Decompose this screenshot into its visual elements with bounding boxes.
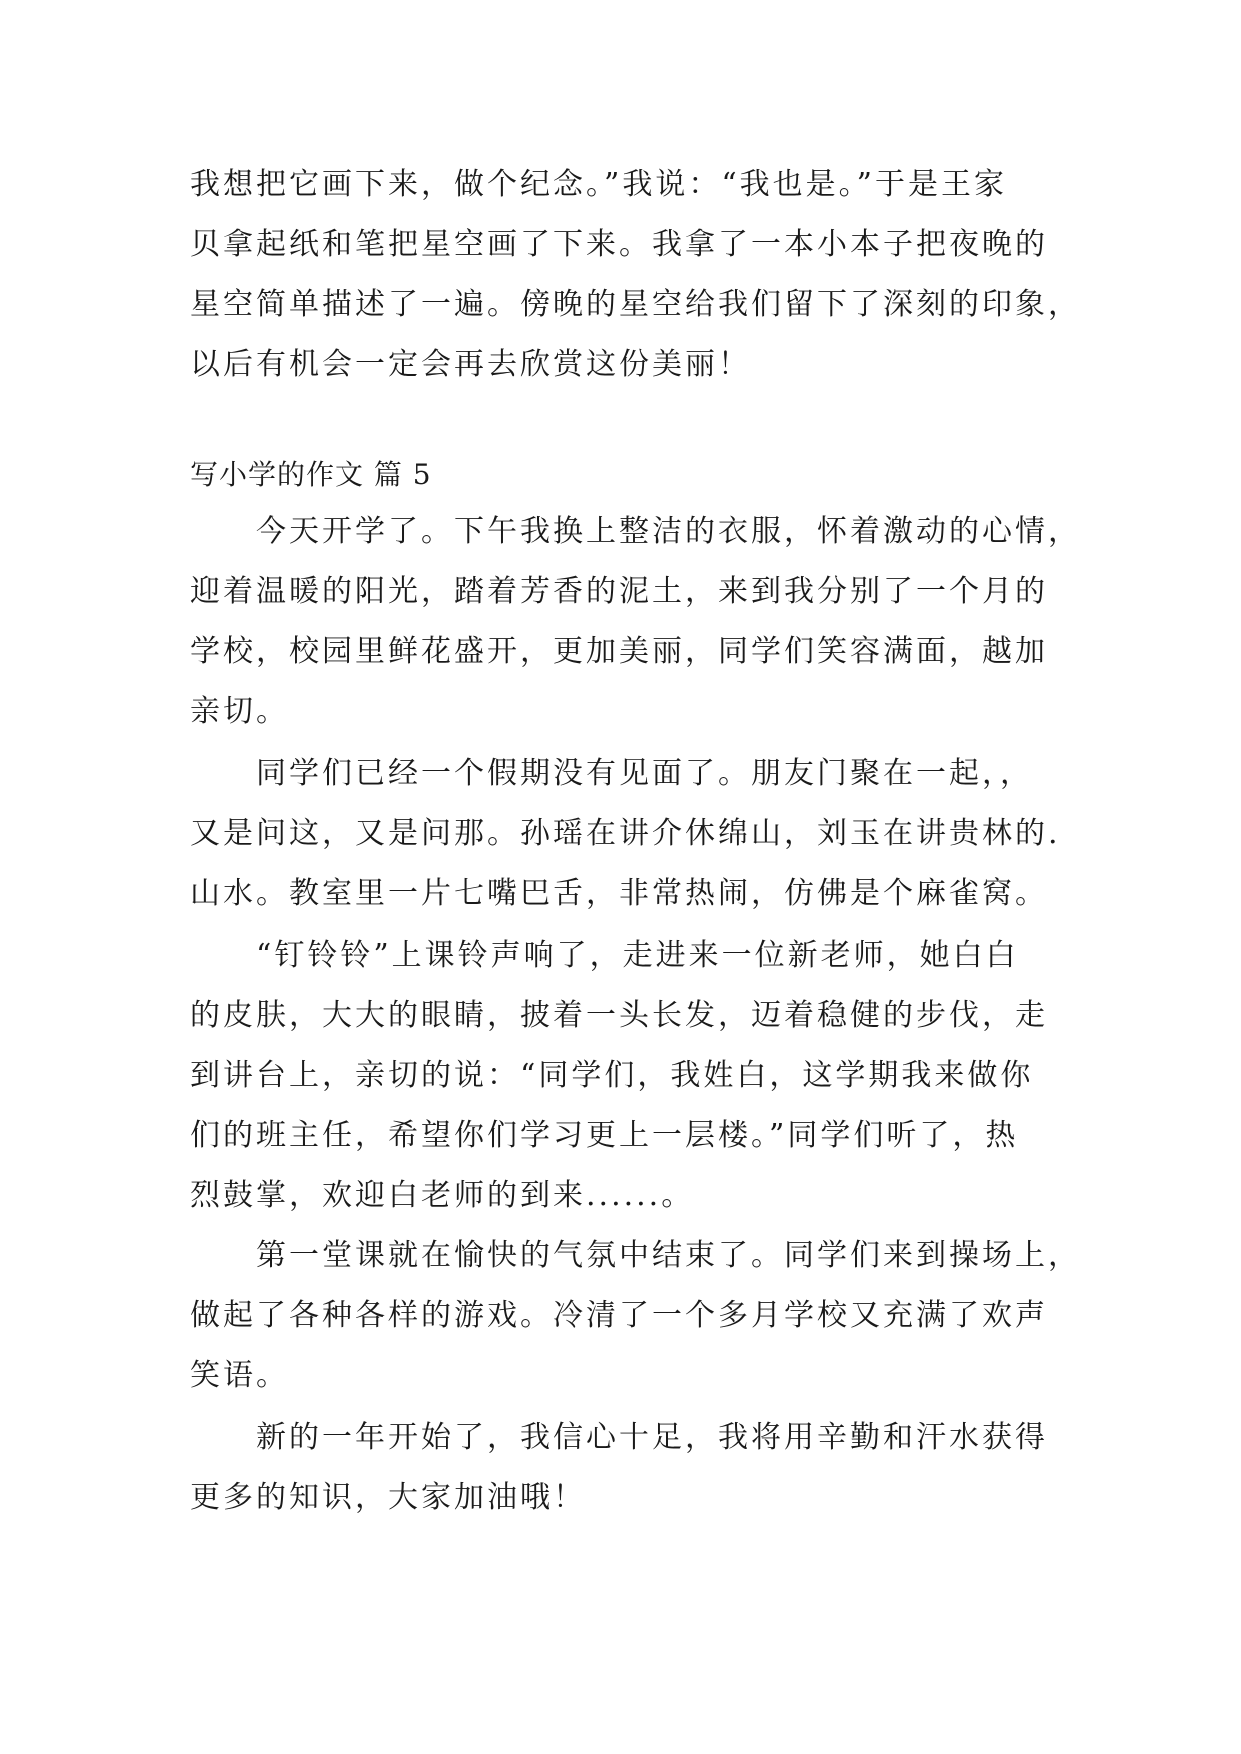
paragraph-4-line-2: 做起了各种各样的游戏。冷清了一个多月学校又充满了欢声 xyxy=(190,1298,1048,1333)
paragraph-1-line-4: 亲切。 xyxy=(190,694,289,729)
paragraph-4-line-1: 第一堂课就在愉快的气氛中结束了。同学们来到操场上， xyxy=(256,1238,1081,1273)
paragraph-3-line-2: 的皮肤，大大的眼睛，披着一头长发，迈着稳健的步伐，走 xyxy=(190,998,1048,1033)
intro-line-4: 以后有机会一定会再去欣赏这份美丽！ xyxy=(190,347,751,382)
paragraph-5-line-2: 更多的知识，大家加油哦！ xyxy=(190,1480,586,1515)
paragraph-5-line-1: 新的一年开始了，我信心十足，我将用辛勤和汗水获得 xyxy=(256,1420,1048,1455)
paragraph-1-line-2: 迎着温暖的阳光，踏着芳香的泥土，来到我分别了一个月的 xyxy=(190,574,1048,609)
paragraph-4-line-3: 笑语。 xyxy=(190,1358,289,1393)
intro-line-1: 我想把它画下来，做个纪念。”我说：“我也是。”于是王家 xyxy=(190,167,1008,202)
paragraph-3-line-1: “钉铃铃”上课铃声响了，走进来一位新老师，她白白 xyxy=(256,938,1019,973)
paragraph-2-line-1: 同学们已经一个假期没有见面了。朋友门聚在一起，， xyxy=(256,756,1033,791)
paragraph-3-line-5: 烈鼓掌，欢迎白老师的到来......。 xyxy=(190,1178,695,1213)
paragraph-1-line-1: 今天开学了。下午我换上整洁的衣服，怀着激动的心情， xyxy=(256,514,1081,549)
paragraph-3-line-3: 到讲台上，亲切的说：“同学们，我姓白，这学期我来做你 xyxy=(190,1058,1034,1093)
section-title: 写小学的作文 篇 5 xyxy=(190,458,432,491)
intro-line-3: 星空简单描述了一遍。傍晚的星空给我们留下了深刻的印象， xyxy=(190,287,1081,322)
paragraph-1-line-3: 学校，校园里鲜花盛开，更加美丽，同学们笑容满面，越加 xyxy=(190,634,1048,669)
paragraph-2-line-3: 山水。教室里一片七嘴巴舌，非常热闹，仿佛是个麻雀窝。 xyxy=(190,876,1048,911)
intro-line-2: 贝拿起纸和笔把星空画了下来。我拿了一本小本子把夜晚的 xyxy=(190,227,1048,262)
paragraph-2-line-2: 又是问这，又是问那。孙瑶在讲介休绵山，刘玉在讲贵林的. xyxy=(190,816,1061,851)
paragraph-3-line-4: 们的班主任，希望你们学习更上一层楼。”同学们听了，热 xyxy=(190,1118,1019,1153)
